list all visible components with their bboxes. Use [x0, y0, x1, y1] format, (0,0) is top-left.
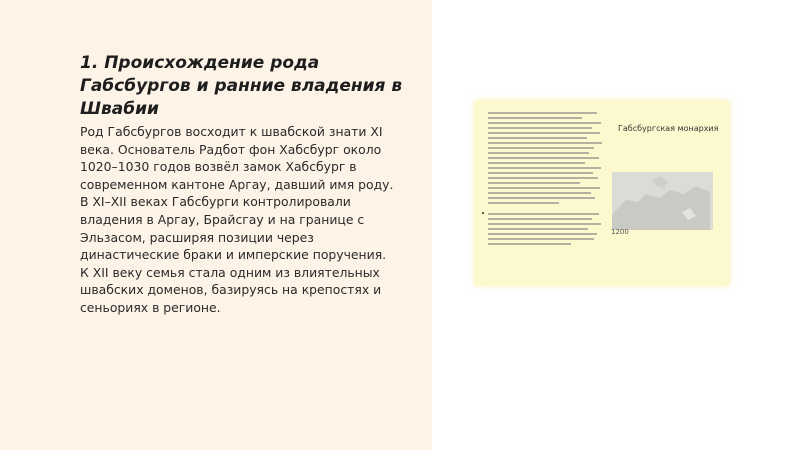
- map-year-label: 1200: [611, 228, 629, 236]
- bullet-dot: [482, 212, 484, 214]
- slide-body-text: Род Габсбургов восходит к швабской знати XI века. Основатель Радбот фон Хабсбург около 1020–1030 годов возвёл замок Хабсбург в современном кантоне Аргау, давший имя роду. В XI–XII веках Габсбурги контролировали владения в Аргау, Брайсгау и на границе с Эльзасом, расширяя позиции через династические браки и имперские поручения. К XII веку семья стала одним из влиятельных швабских доменов, базируясь на крепостях и сеньориях в регионе.: [80, 124, 394, 315]
- europe-map-thumbnail: [612, 172, 713, 230]
- figure-caption: Габсбургская монархия: [618, 124, 719, 133]
- figure-fine-text: [488, 112, 606, 262]
- slide-title: 1. Происхождение рода Габсбургов и ранние владения в Швабии: [80, 53, 403, 119]
- wikipedia-excerpt-image: [474, 100, 730, 286]
